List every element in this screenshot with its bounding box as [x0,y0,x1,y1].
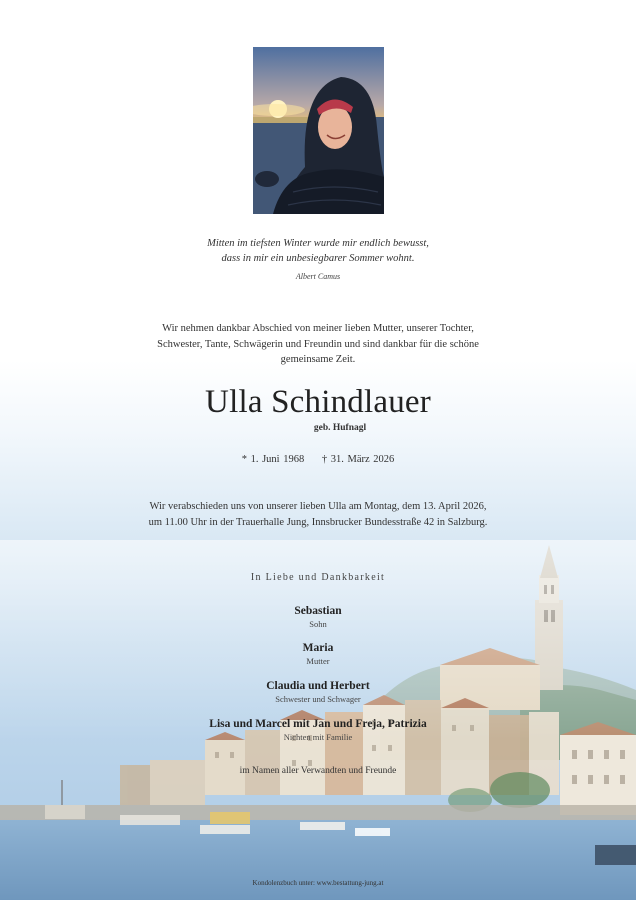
quote-line-1: Mitten im tiefsten Winter wurde mir endlich bewusst, [207,238,429,249]
mourners-heading: In Liebe und Dankbarkeit [250,572,386,583]
mourner-entry [0,717,636,743]
maiden-name: geb. Hufnagl [313,423,367,433]
quote [0,236,636,266]
service-line-2: um 11.00 Uhr in der Trauerhalle Jung, Innsbrucker Bundesstraße 42 in Salzburg. [148,517,488,528]
life-dates [0,454,636,465]
mourner-entry [0,604,636,630]
birth-date: * 1. Juni 1968 [241,454,305,465]
quote-line-2: dass in mir ein unbesiegbarer Sommer wohnt. [221,253,415,264]
mourner-name: Lisa und Marcel mit Jan und Freja, Patrizia [209,718,427,730]
intro-line-2: Schwester, Tante, Schwägerin und Freundin und sind dankbar für die schöne [157,338,479,350]
mourner-relation: Schwester und Schwager [275,694,361,704]
mourner-relation: Sohn [309,619,327,629]
deceased-name: Ulla Schindlauer [205,384,431,420]
quote-author: Albert Camus [295,272,341,281]
intro-line-3: gemeinsame Zeit. [280,354,356,365]
intro-line-1: Wir nehmen dankbar Abschied von meiner lieben Mutter, unserer Tochter, [162,323,474,334]
condolence-book-link[interactable]: Kondolenzbuch unter: www.bestattung-jung.at [252,879,384,887]
mourner-entry [0,641,636,667]
closing-line: im Namen aller Verwandten und Freunde [239,766,397,776]
intro-text [0,321,636,368]
mourner-name: Claudia und Herbert [266,680,370,692]
mourner-relation: Mutter [306,656,330,666]
mourner-entry [0,679,636,705]
mourner-relation: Nichten mit Familie [283,732,353,742]
mourner-name: Maria [302,642,334,654]
death-date: † 31. März 2026 [321,454,395,465]
service-line-1: Wir verabschieden uns von unserer lieben Ulla am Montag, dem 13. April 2026, [149,501,487,512]
service-info [0,499,636,531]
portrait-photo [253,47,384,214]
mourner-name: Sebastian [294,605,342,617]
